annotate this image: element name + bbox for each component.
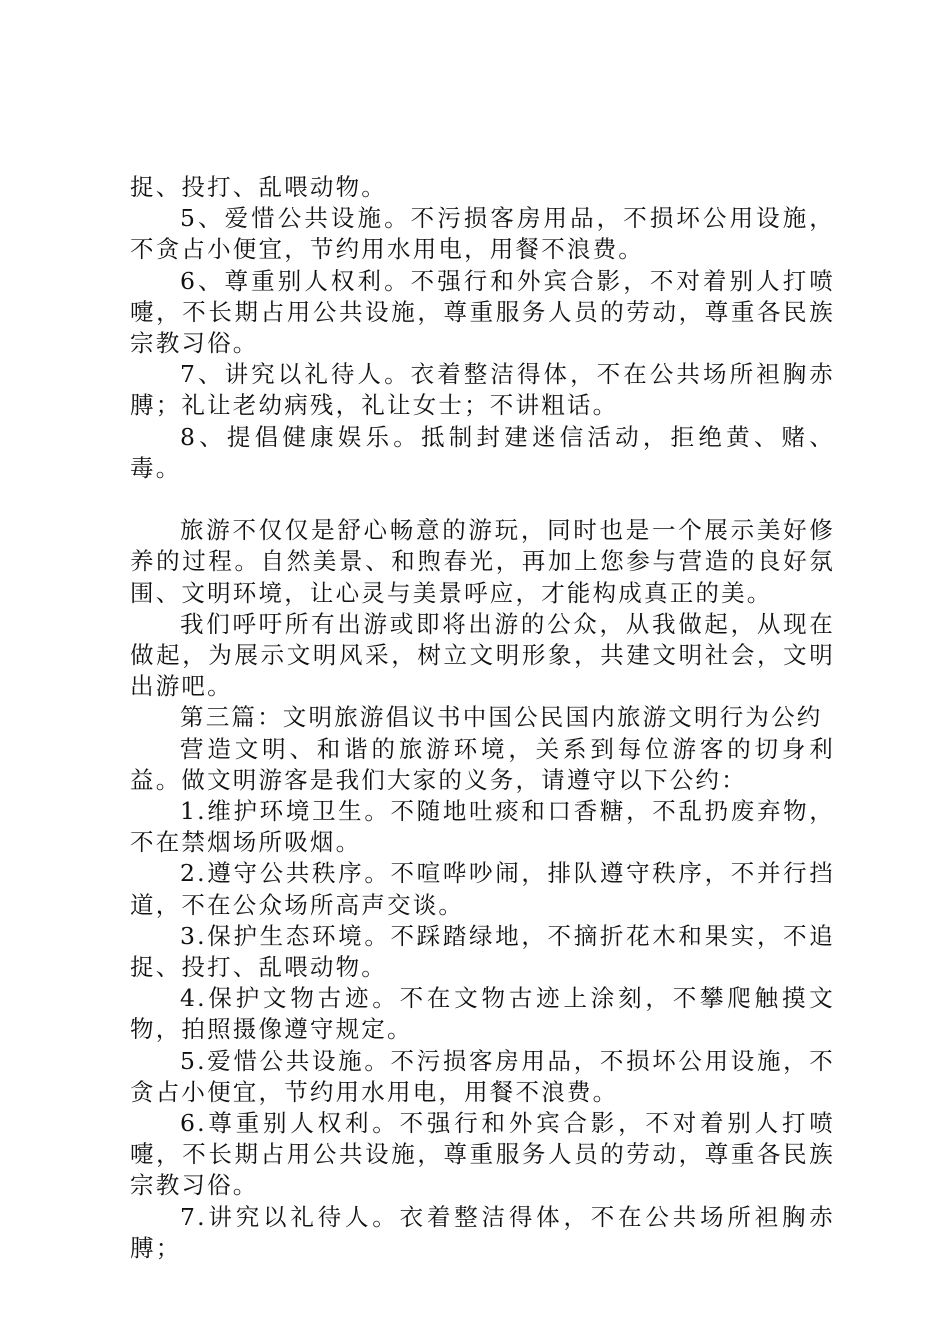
- paragraph-call-to-action: 我们呼吁所有出游或即将出游的公众，从我做起，从现在做起，为展示文明风采，树立文明形象，共建文明社会，文明出游吧。: [130, 609, 835, 701]
- paragraph-convention-intro: 营造文明、和谐的旅游环境，关系到每位游客的切身利益。做文明游客是我们大家的义务，请遵守以下公约：: [130, 734, 835, 794]
- section-heading-part-three: 第三篇：文明旅游倡议书中国公民国内旅游文明行为公约: [180, 703, 823, 732]
- document-body: [130, 172, 835, 1264]
- paragraph-convention-6: 6.尊重别人权利。不强行和外宾合影，不对着别人打喷嚏，不长期占用公共设施，尊重服务人员的劳动，尊重各民族宗教习俗。: [130, 1109, 835, 1200]
- paragraph-rule-8: 8、提倡健康娱乐。抵制封建迷信活动，拒绝黄、赌、毒。: [130, 422, 835, 482]
- paragraph-rule-6: 6、尊重别人权利。不强行和外宾合影，不对着别人打喷嚏，不长期占用公共设施，尊重服务人员的劳动，尊重各民族宗教习俗。: [130, 266, 835, 358]
- paragraph-convention-2: 2.遵守公共秩序。不喧哗吵闹，排队遵守秩序，不并行挡道，不在公众场所高声交谈。: [130, 859, 835, 919]
- paragraph-convention-1: 1.维护环境卫生。不随地吐痰和口香糖，不乱扔废弃物，不在禁烟场所吸烟。: [130, 797, 835, 857]
- paragraph-convention-4: 4.保护文物古迹。不在文物古迹上涂刻，不攀爬触摸文物，拍照摄像遵守规定。: [130, 984, 835, 1044]
- paragraph-convention-7: 7.讲究以礼待人。衣着整洁得体，不在公共场所袒胸赤膊；: [130, 1202, 835, 1262]
- paragraph-rule-7: 7、讲究以礼待人。衣着整洁得体，不在公共场所袒胸赤膊；礼让老幼病残，礼让女士；不讲粗话。: [130, 360, 835, 420]
- paragraph-spacer: [130, 484, 835, 515]
- paragraph-animals-continued: 捉、投打、乱喂动物。: [130, 173, 387, 201]
- paragraph-convention-3: 3.保护生态环境。不踩踏绿地，不摘折花木和果实，不追捉、投打、乱喂动物。: [130, 921, 835, 982]
- paragraph-rule-5: 5、爱惜公共设施。不污损客房用品，不损坏公用设施，不贪占小便宜，节约用水用电，用餐不浪费。: [130, 204, 835, 264]
- paragraph-convention-5: 5.爱惜公共设施。不污损客房用品，不损坏公用设施，不贪占小便宜，节约用水用电，用餐不浪费。: [130, 1046, 835, 1106]
- paragraph-travel-beauty: 旅游不仅仅是舒心畅意的游玩，同时也是一个展示美好修养的过程。自然美景、和煦春光，再加上您参与营造的良好氛围、文明环境，让心灵与美景呼应，才能构成真正的美。: [130, 516, 835, 607]
